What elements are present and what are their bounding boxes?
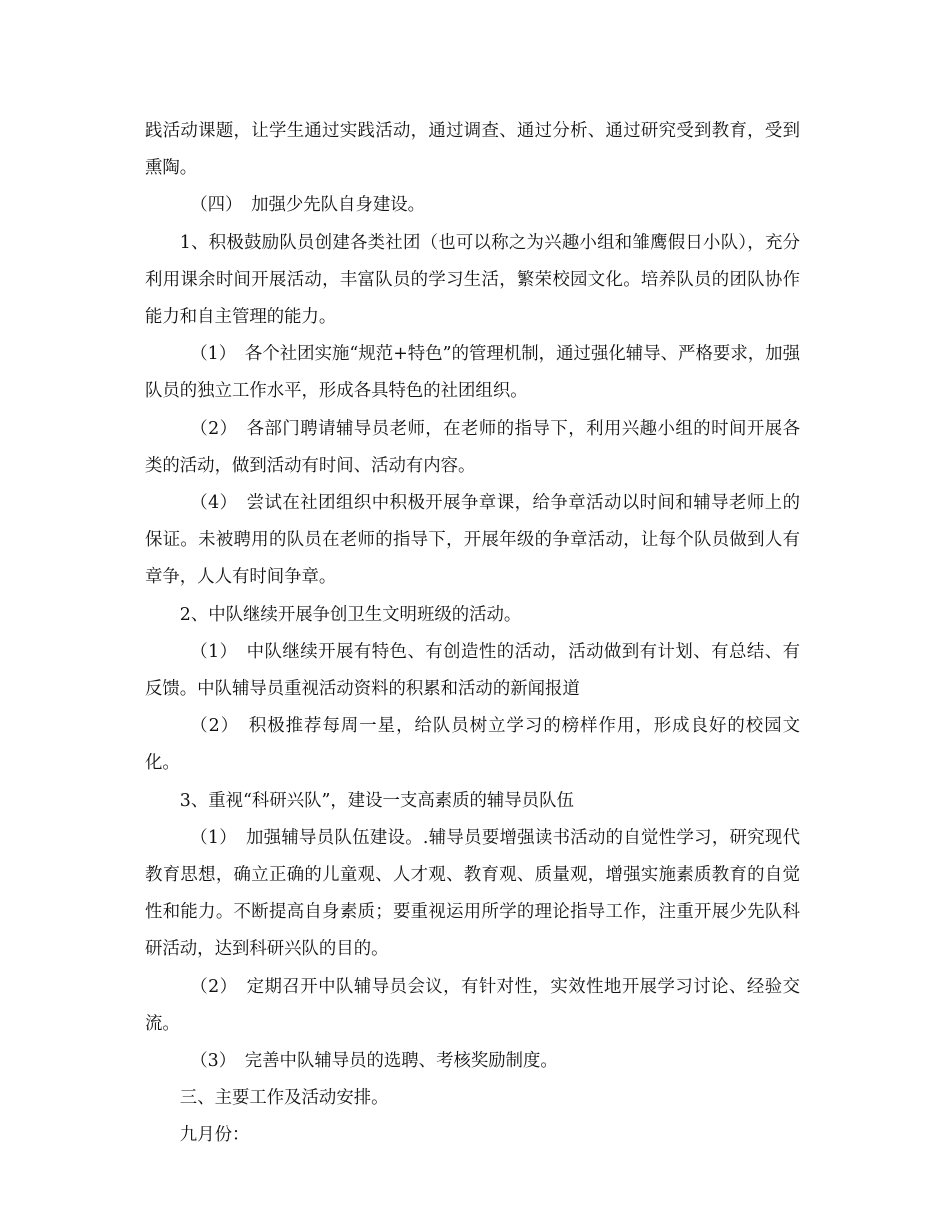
paragraph-item-1: 1、积极鼓励队员创建各类社团（也可以称之为兴趣小组和雏鹰假日小队），充分利用课余时间开展活动，丰富队员的学习生活，繁荣校园文化。培养队员的团队协作能力和自主管理的能力。 — [145, 232, 800, 328]
paragraph-subitem-2-1: （1） 中队继续开展有特色、有创造性的活动，活动做到有计划、有总结、有反馈。中队辅导员重视活动资料的积累和活动的新闻报道 — [145, 641, 800, 700]
paragraph-subitem-3-3: （3） 完善中队辅导员的选聘、考核奖励制度。 — [190, 1051, 558, 1072]
paragraph-item-3: 3、重视“科研兴队”，建设一支高素质的辅导员队伍 — [179, 790, 574, 811]
section-heading-four: （四） 加强少先队自身建设。 — [190, 195, 426, 216]
paragraph-subitem-1: （1） 各个社团实施“规范+特色”的管理机制，通过强化辅导、严格要求，加强队员的独立工作水平，形成各具特色的社团组织。 — [145, 344, 800, 402]
section-heading-three: 三、主要工作及活动安排。 — [179, 1088, 389, 1109]
paragraph-subitem-3-2: （2） 定期召开中队辅导员会议，有针对性，实效性地开展学习讨论、经验交流。 — [145, 976, 800, 1034]
paragraph-subitem-2-2: （2） 积极推荐每周一星，给队员树立学习的榜样作用，形成良好的校园文化。 — [145, 716, 800, 774]
paragraph-continuation: 践活动课题，让学生通过实践活动，通过调查、通过分析、通过研究受到教育，受到熏陶。 — [145, 121, 800, 179]
paragraph-subitem-2: （2） 各部门聘请辅导员老师，在老师的指导下，利用兴趣小组的时间开展各类的活动，做到活动有时间、活动有内容。 — [145, 418, 800, 476]
month-heading-september: 九月份： — [179, 1125, 250, 1146]
paragraph-item-2: 2、中队继续开展争创卫生文明班级的活动。 — [179, 604, 522, 625]
document-body — [145, 113, 800, 1155]
paragraph-subitem-4: （4） 尝试在社团组织中积极开展争章课，给争章活动以时间和辅导老师上的保证。未被聘用的队员在老师的指导下，开展年级的争章活动，让每个队员做到人有章争，人人有时间争章。 — [145, 493, 800, 588]
paragraph-subitem-3-1: （1） 加强辅导员队伍建设。.辅导员要增强读书活动的自觉性学习，研究现代教育思想，确立正确的儿童观、人才观、教育观、质量观，增强实施素质教育的自觉性和能力。不断提高自身素质；要重视运用所学的理论指导工作，注重开展少先队科研活动，达到科研兴队的目的。 — [145, 827, 800, 960]
